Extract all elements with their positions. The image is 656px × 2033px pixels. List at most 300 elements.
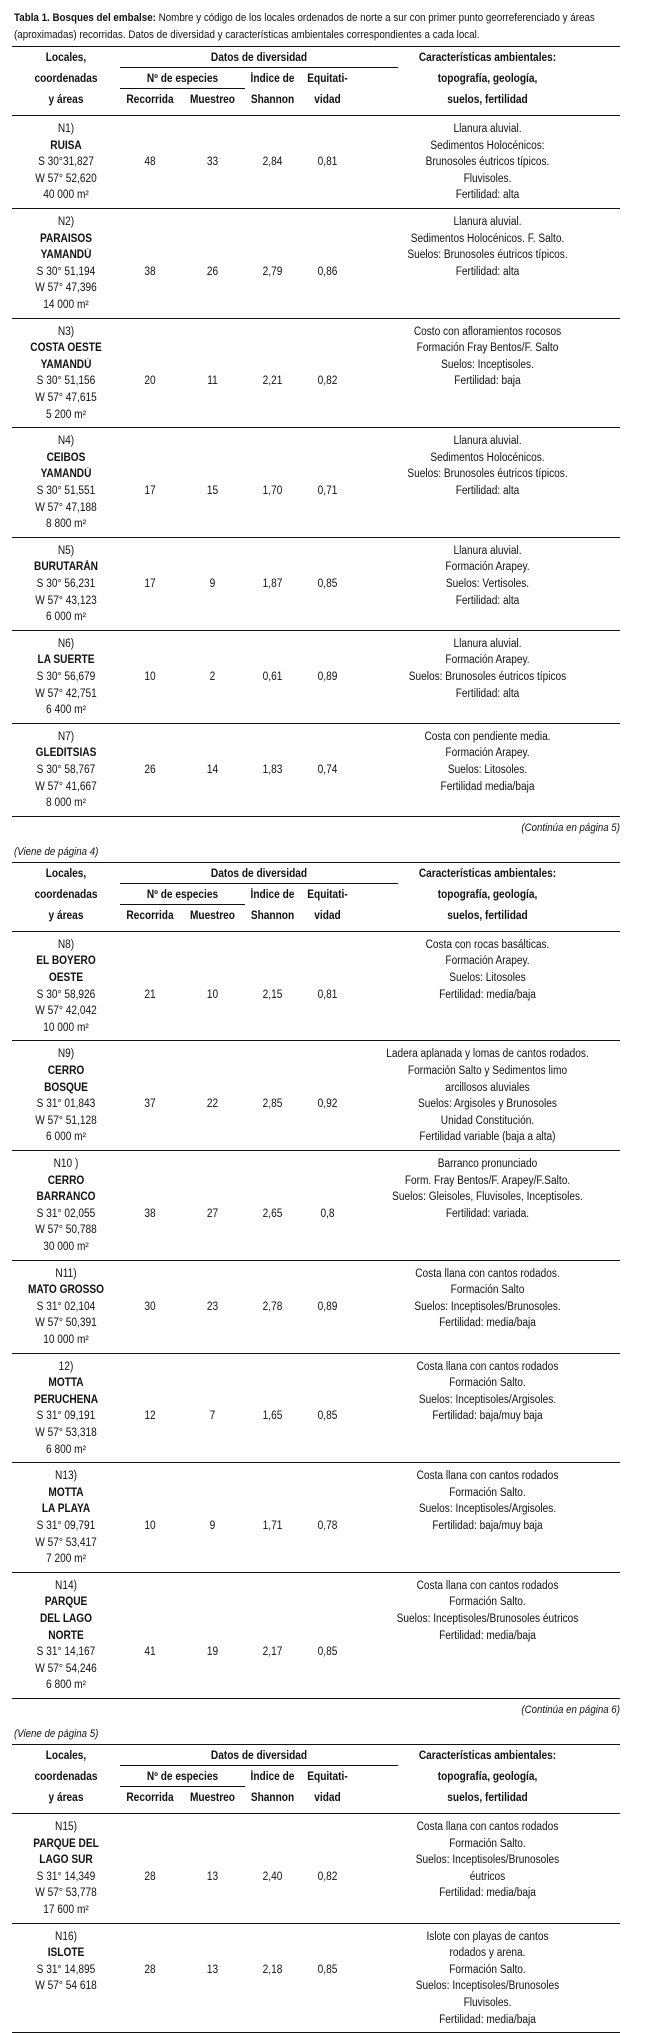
locale-line: GLEDITSIAS (35, 747, 97, 760)
ambiental-line: Fertilidad: alta (455, 687, 520, 700)
ambiental-line: Sedimentos Holocénicos. (430, 451, 545, 464)
page-note: (Viene de página 4) (14, 845, 99, 858)
locale-line: N7) (57, 730, 75, 743)
header-caracteristicas: Características ambientales: (418, 52, 557, 64)
locale-line: N1) (57, 123, 75, 135)
recorrida-value: 37 (144, 1098, 156, 1111)
muestreo-value: 13 (206, 1963, 219, 1976)
locale-line: MOTTA (48, 1377, 84, 1390)
locale-line: 40 000 m² (43, 189, 89, 202)
equitatividad-value: 0,74 (317, 764, 338, 776)
ambiental-line: Costa llana con cantos rodados. (415, 1267, 560, 1280)
locale-line: 14 000 m² (43, 299, 89, 311)
locale-line: DEL LAGO (39, 1613, 93, 1625)
ambiental-line: Costa llana con cantos rodados (416, 1821, 559, 1833)
header-especies: Nº de especies (146, 888, 219, 901)
recorrida-value: 41 (144, 1646, 156, 1659)
header-shannon: Índice de (250, 73, 295, 85)
locale-line: 17 600 m² (43, 1904, 89, 1916)
muestreo-value: 9 (209, 578, 216, 590)
header-equitatividad: Equitati- (307, 888, 348, 901)
locale-line: W 57° 54 618 (35, 1980, 97, 1993)
header-equitatividad: vidad (314, 1792, 341, 1804)
ambiental-line: Fertilidad: media/baja (439, 1317, 536, 1330)
locale-line: BURUTARÁN (34, 561, 98, 574)
rule-line (12, 1698, 620, 1699)
rule-line (12, 46, 620, 47)
locale-line: MOTTA (48, 1486, 84, 1499)
equitatividad-value: 0,89 (317, 671, 338, 683)
locale-line: N8) (57, 938, 75, 951)
ambiental-line: arcillosos aluviales (445, 1081, 530, 1094)
locale-line: ISLOTE (47, 1947, 85, 1960)
locale-line: MATO GROSSO (27, 1284, 105, 1297)
ambiental-line: Suelos: Litosoles. (447, 764, 528, 776)
ambiental-line: Formación Arapey. (445, 747, 530, 760)
locale-line: 8 000 m² (46, 797, 86, 810)
locale-line: S 31° 02,104 (36, 1300, 96, 1313)
muestreo-value: 11 (207, 375, 218, 388)
locale-line: PERUCHENA (33, 1393, 99, 1406)
locale-line: W 57° 42,042 (35, 1005, 97, 1018)
locale-line: S 30° 56,231 (36, 578, 96, 590)
ambiental-line: Fertilidad: media/baja (439, 988, 536, 1001)
locale-line: EL BOYERO (36, 955, 96, 968)
locale-line: 6 800 m² (46, 1679, 86, 1692)
locale-line: 10 000 m² (43, 1334, 89, 1346)
locale-line: N6) (57, 637, 75, 650)
rule-line (12, 208, 620, 209)
ambiental-line: Llanura aluvial. (453, 123, 522, 135)
recorrida-value: 30 (144, 1300, 156, 1313)
equitatividad-value: 0,85 (317, 1410, 338, 1423)
shannon-value: 2,85 (262, 1098, 283, 1111)
ambiental-line: Llanura aluvial. (453, 637, 522, 650)
ambiental-line: Suelos: Inceptisoles/Argisoles. (418, 1503, 557, 1516)
header-locales: Locales, (45, 867, 87, 880)
rule-line (120, 1765, 398, 1766)
header-recorrida: Recorrida (126, 94, 174, 106)
ambiental-line: Llanura aluvial. (453, 544, 522, 557)
locale-line: 6 000 m² (46, 1131, 86, 1144)
rule-line (12, 1813, 620, 1814)
ambiental-line: Fertilidad: alta (455, 189, 520, 202)
equitatividad-value: 0,89 (317, 1300, 338, 1313)
muestreo-value: 2 (209, 671, 216, 683)
header-muestreo: Muestreo (190, 1792, 235, 1804)
ambiental-line: Suelos: Inceptisoles/Brunosoles. (414, 1300, 561, 1313)
locale-line: W 57° 41,667 (35, 780, 97, 793)
shannon-value: 2,18 (262, 1963, 283, 1976)
header-locales: y áreas (48, 1792, 84, 1804)
rule-line (12, 630, 620, 631)
recorrida-value: 10 (144, 671, 156, 683)
rule-line (12, 1923, 620, 1924)
locale-line: S 30° 58,767 (36, 764, 96, 776)
locale-line: S 31° 14,349 (36, 1870, 96, 1883)
shannon-value: 0,61 (262, 671, 283, 683)
ambiental-line: Suelos: Inceptisoles. (441, 358, 534, 371)
locale-line: N9) (57, 1048, 75, 1061)
ambiental-line: Fertilidad: media/baja (439, 1887, 536, 1900)
ambiental-line: Fluvisoles. (463, 172, 512, 185)
rule-line (120, 883, 398, 884)
recorrida-value: 10 (144, 1520, 156, 1532)
locale-line: S 30° 51,156 (36, 375, 96, 388)
shannon-value: 2,65 (262, 1207, 283, 1220)
locale-line: LAGO SUR (39, 1854, 93, 1867)
ambiental-line: Suelos: Inceptisoles/Brunosoles (415, 1980, 560, 1993)
ambiental-line: Costa llana con cantos rodados (416, 1579, 559, 1592)
ambiental-line: Suelos: Gleisoles, Fluvisoles, Inceptisoles. (392, 1191, 583, 1204)
ambiental-line: Unidad Constitución. (440, 1114, 535, 1127)
rule-line (120, 1786, 245, 1787)
locale-line: COSTA OESTE (30, 342, 102, 355)
ambiental-line: Formación Salto. (449, 1486, 526, 1499)
ambiental-line: Brunosoles éutricos típicos. (425, 156, 550, 169)
locale-line: N3) (57, 325, 75, 338)
locale-line: PARQUE (44, 1596, 88, 1609)
locale-line: N4) (57, 435, 75, 448)
ambiental-line: Suelos: Vertisoles. (445, 578, 530, 590)
recorrida-value: 28 (144, 1870, 156, 1883)
header-locales: y áreas (48, 909, 84, 922)
rule-line (12, 1040, 620, 1041)
rule-line (12, 1744, 620, 1745)
ambiental-line: Formación Salto (450, 1284, 525, 1297)
shannon-value: 1,71 (262, 1520, 283, 1532)
header-datos: Datos de diversidad (210, 867, 308, 880)
locale-line: S 30°31,827 (38, 156, 94, 169)
muestreo-value: 15 (206, 485, 219, 497)
muestreo-value: 23 (206, 1300, 219, 1313)
header-equitatividad: vidad (314, 909, 341, 922)
rule-line (12, 1572, 620, 1573)
header-caracteristicas: topografía, geología, (437, 73, 538, 85)
rule-line (12, 318, 620, 319)
equitatividad-value: 0,85 (317, 1646, 338, 1659)
shannon-value: 2,78 (262, 1300, 283, 1313)
ambiental-line: Fertilidad media/baja (440, 780, 535, 793)
muestreo-value: 27 (206, 1207, 219, 1220)
rule-line (12, 427, 620, 428)
locale-line: PARAISOS (39, 232, 93, 245)
equitatividad-value: 0,78 (317, 1520, 338, 1532)
header-especies: Nº de especies (146, 73, 219, 85)
locale-line: CERRO (47, 1065, 85, 1077)
header-recorrida: Recorrida (126, 1792, 174, 1804)
page-note: (Continúa en página 6) (521, 1704, 620, 1716)
rule-line (12, 931, 620, 932)
ambiental-line: Fertilidad variable (baja a alta) (419, 1131, 556, 1144)
muestreo-value: 26 (206, 265, 219, 278)
header-locales: Locales, (45, 52, 87, 64)
header-locales: Locales, (45, 1750, 87, 1762)
recorrida-value: 17 (144, 578, 156, 590)
locale-line: S 31° 14,167 (36, 1646, 96, 1659)
equitatividad-value: 0,81 (317, 988, 338, 1001)
muestreo-value: 9 (209, 1520, 216, 1532)
locale-line: W 57° 53,778 (35, 1887, 97, 1900)
ambiental-line: Fertilidad: variada. (445, 1207, 530, 1220)
locale-line: W 57° 53,417 (35, 1536, 97, 1549)
ambiental-line: Formación Fray Bentos/F. Salto (416, 342, 559, 355)
rule-line (12, 816, 620, 817)
header-equitatividad: Equitati- (307, 73, 348, 85)
ambiental-line: Barranco pronunciado (437, 1158, 538, 1170)
ambiental-line: Formación Arapey. (445, 654, 530, 667)
header-caracteristicas: Características ambientales: (418, 867, 557, 880)
locale-line: YAMANDÚ (40, 358, 92, 371)
shannon-value: 1,83 (262, 764, 283, 776)
locale-line: LA PLAYA (41, 1503, 91, 1516)
ambiental-line: Suelos: Brunosoles éutricos típicos (408, 671, 567, 683)
ambiental-line: Suelos: Brunosoles éutricos típicos. (407, 249, 568, 262)
rule-line (12, 723, 620, 724)
equitatividad-value: 0,92 (317, 1098, 338, 1111)
locale-line: CEIBOS (46, 451, 86, 464)
equitatividad-value: 0,82 (317, 375, 338, 388)
locale-line: CERRO (47, 1174, 85, 1187)
locale-line: W 57° 51,128 (35, 1114, 97, 1127)
locale-line: LA SUERTE (37, 654, 95, 667)
header-caracteristicas: suelos, fertilidad (447, 1792, 528, 1804)
header-caracteristicas: topografía, geología, (437, 1771, 538, 1783)
header-equitatividad: Equitati- (307, 1771, 348, 1783)
ambiental-line: Costo con afloramientos rocosos (413, 325, 562, 338)
rule-line (120, 67, 398, 68)
page-note: (Continúa en página 5) (521, 821, 620, 834)
header-caracteristicas: Características ambientales: (418, 1750, 557, 1762)
locale-line: YAMANDÚ (40, 468, 92, 481)
header-recorrida: Recorrida (126, 909, 174, 922)
header-shannon: Shannon (250, 909, 295, 922)
ambiental-line: Fertilidad: alta (455, 265, 520, 278)
equitatividad-value: 0,71 (317, 485, 338, 497)
locale-line: W 57° 54,246 (35, 1662, 97, 1675)
page-note: (Viene de página 5) (14, 1728, 99, 1740)
locale-line: W 57° 47,615 (35, 392, 97, 404)
locale-line: 8 800 m² (46, 518, 86, 531)
locale-line: 6 400 m² (46, 704, 86, 717)
locale-line: 6 800 m² (46, 1443, 86, 1456)
locale-line: N11) (55, 1267, 77, 1280)
ambiental-line: Formación Arapey. (445, 561, 530, 574)
recorrida-value: 28 (144, 1963, 156, 1976)
header-muestreo: Muestreo (190, 94, 235, 106)
locale-line: N14) (55, 1579, 77, 1592)
locale-line: 6 000 m² (46, 611, 86, 624)
ambiental-line: Suelos: Inceptisoles/Argisoles. (418, 1393, 557, 1406)
ambiental-line: Suelos: Inceptisoles/Brunosoles (415, 1854, 560, 1867)
ambiental-line: Fertilidad: baja/muy baja (432, 1410, 543, 1423)
locale-line: W 57° 42,751 (35, 687, 97, 700)
ambiental-line: Fluvisoles. (463, 1997, 512, 2009)
locale-line: S 31° 09,791 (36, 1520, 96, 1532)
locale-line: PARQUE DEL (33, 1837, 99, 1850)
muestreo-value: 10 (206, 988, 219, 1001)
locale-line: S 31° 02,055 (36, 1207, 96, 1220)
header-shannon: Shannon (250, 1792, 295, 1804)
header-shannon: Índice de (250, 888, 295, 901)
ambiental-line: Costa con pendiente media. (424, 730, 551, 743)
ambiental-line: Islote con playas de cantos (426, 1930, 549, 1943)
ambiental-line: Ladera aplanada y lomas de cantos rodados. (386, 1048, 589, 1061)
equitatividad-value: 0,85 (317, 578, 338, 590)
locale-line: BOSQUE (44, 1081, 88, 1094)
equitatividad-value: 0,81 (317, 156, 338, 169)
header-caracteristicas: suelos, fertilidad (447, 909, 528, 922)
shannon-value: 2,84 (262, 156, 283, 169)
locale-line: S 30° 58,926 (36, 988, 96, 1001)
equitatividad-value: 0,82 (317, 1870, 338, 1883)
shannon-value: 2,79 (262, 265, 283, 278)
locale-line: W 57° 47,396 (35, 282, 97, 295)
recorrida-value: 38 (144, 265, 156, 278)
ambiental-line: Formación Salto. (449, 1377, 526, 1390)
ambiental-line: rodados y arena. (449, 1947, 526, 1960)
equitatividad-value: 0,86 (317, 265, 338, 278)
ambiental-line: éutricos (469, 1870, 506, 1883)
ambiental-line: Suelos: Inceptisoles/Brunosoles éutricos (396, 1613, 579, 1625)
locale-line: W 57° 50,788 (35, 1224, 97, 1237)
ambiental-line: Llanura aluvial. (453, 216, 522, 228)
shannon-value: 2,21 (262, 375, 283, 388)
shannon-value: 1,87 (262, 578, 283, 590)
ambiental-line: Sedimentos Holocénicos: (430, 139, 545, 152)
locale-line: OESTE (48, 972, 84, 984)
locale-line: N5) (57, 544, 75, 557)
recorrida-value: 20 (144, 375, 156, 388)
locale-line: S 30° 56,679 (36, 671, 96, 683)
header-especies: Nº de especies (146, 1771, 219, 1783)
locale-line: 7 200 m² (46, 1553, 86, 1566)
rule-line (120, 88, 245, 89)
muestreo-value: 33 (206, 156, 219, 169)
ambiental-line: Formación Salto. (449, 1837, 526, 1850)
header-caracteristicas: topografía, geología, (437, 888, 538, 901)
rule-line (120, 904, 245, 905)
locale-line: N15) (55, 1821, 77, 1833)
locale-line: W 57° 53,318 (35, 1427, 97, 1439)
locale-line: YAMANDÚ (40, 249, 92, 262)
ambiental-line: Costa con rocas basálticas. (425, 938, 550, 951)
muestreo-value: 14 (206, 764, 219, 776)
ambiental-line: Costa llana con cantos rodados (416, 1360, 559, 1373)
ambiental-line: Formación Salto. (449, 1963, 526, 1976)
header-locales: coordenadas (34, 888, 98, 901)
muestreo-value: 19 (206, 1646, 219, 1659)
recorrida-value: 21 (144, 988, 156, 1001)
locale-line: W 57° 52,620 (35, 172, 97, 185)
locale-line: S 30° 51,194 (36, 265, 96, 278)
locale-line: N10 ) (53, 1158, 79, 1170)
locale-line: RUISA (50, 139, 82, 152)
ambiental-line: Suelos: Litosoles (449, 972, 526, 984)
header-locales: y áreas (48, 94, 84, 106)
header-datos: Datos de diversidad (210, 52, 308, 64)
ambiental-line: Fertilidad: alta (455, 485, 520, 497)
shannon-value: 1,70 (262, 485, 283, 497)
header-locales: coordenadas (34, 73, 98, 85)
header-muestreo: Muestreo (190, 909, 235, 922)
locale-line: S 30° 51,551 (36, 485, 96, 497)
muestreo-value: 7 (209, 1410, 216, 1423)
ambiental-line: Formación Salto y Sedimentos limo (407, 1065, 568, 1077)
rule-line (12, 1462, 620, 1463)
table-caption (14, 10, 633, 44)
header-shannon: Índice de (250, 1771, 295, 1783)
rule-line (12, 115, 620, 116)
recorrida-value: 38 (144, 1207, 156, 1220)
ambiental-line: Suelos: Brunosoles éutricos típicos. (407, 468, 568, 481)
equitatividad-value: 0,85 (317, 1963, 338, 1976)
ambiental-line: Formación Salto. (449, 1596, 526, 1609)
caption-text: Nombre y código de los locales ordenados de norte a sur con primer punto georreferenciado y áreas (aproximadas) recorridas. Datos de diversidad y características ambientales correspondientes a cada local. (14, 12, 595, 41)
recorrida-value: 26 (144, 764, 156, 776)
locale-line: 5 200 m² (46, 408, 86, 421)
equitatividad-value: 0,8 (320, 1207, 335, 1220)
recorrida-value: 17 (144, 485, 156, 497)
header-equitatividad: vidad (314, 94, 341, 106)
recorrida-value: 48 (144, 156, 156, 169)
header-datos: Datos de diversidad (210, 1750, 308, 1762)
ambiental-line: Llanura aluvial. (453, 435, 522, 448)
recorrida-value: 12 (144, 1410, 156, 1423)
ambiental-line: Formación Arapey. (445, 955, 530, 968)
ambiental-line: Fertilidad: baja/muy baja (432, 1520, 543, 1532)
ambiental-line: Suelos: Argisoles y Brunosoles (418, 1098, 557, 1111)
locale-line: N2) (57, 216, 75, 228)
header-caracteristicas: suelos, fertilidad (447, 94, 528, 106)
ambiental-line: Fertilidad: baja (454, 375, 521, 388)
ambiental-line: Fertilidad: media/baja (439, 1629, 536, 1642)
locale-line: 30 000 m² (43, 1241, 89, 1253)
rule-line (12, 1260, 620, 1261)
shannon-value: 2,17 (262, 1646, 283, 1659)
locale-line: NORTE (48, 1629, 84, 1642)
locale-line: S 31° 09,191 (36, 1410, 96, 1423)
locale-line: S 31° 14,895 (36, 1963, 96, 1976)
locale-line: S 31° 01,843 (36, 1098, 96, 1111)
shannon-value: 1,65 (262, 1410, 283, 1423)
ambiental-line: Fertilidad: media/baja (439, 2013, 536, 2026)
locale-line: 10 000 m² (43, 1021, 89, 1034)
locale-line: 12) (58, 1360, 74, 1373)
caption-label: Tabla 1. Bosques del embalse: (14, 12, 156, 24)
ambiental-line: Costa llana con cantos rodados (416, 1470, 559, 1483)
locale-line: BARRANCO (36, 1191, 96, 1204)
muestreo-value: 13 (206, 1870, 219, 1883)
header-locales: coordenadas (34, 1771, 98, 1783)
rule-line (12, 537, 620, 538)
rule-line (12, 862, 620, 863)
shannon-value: 2,15 (262, 988, 283, 1001)
locale-line: N13) (55, 1470, 77, 1483)
locale-line: N16) (55, 1930, 77, 1943)
rule-line (12, 1150, 620, 1151)
ambiental-line: Sedimentos Holocénicos. F. Salto. (410, 232, 565, 245)
locale-line: W 57° 50,391 (35, 1317, 97, 1330)
muestreo-value: 22 (206, 1098, 219, 1111)
header-shannon: Shannon (250, 94, 295, 106)
shannon-value: 2,40 (262, 1870, 283, 1883)
ambiental-line: Fertilidad: alta (455, 594, 520, 607)
ambiental-line: Form. Fray Bentos/F. Arapey/F.Salto. (404, 1174, 571, 1187)
locale-line: W 57° 43,123 (35, 594, 97, 607)
locale-line: W 57° 47,188 (35, 501, 97, 514)
rule-line (12, 1353, 620, 1354)
